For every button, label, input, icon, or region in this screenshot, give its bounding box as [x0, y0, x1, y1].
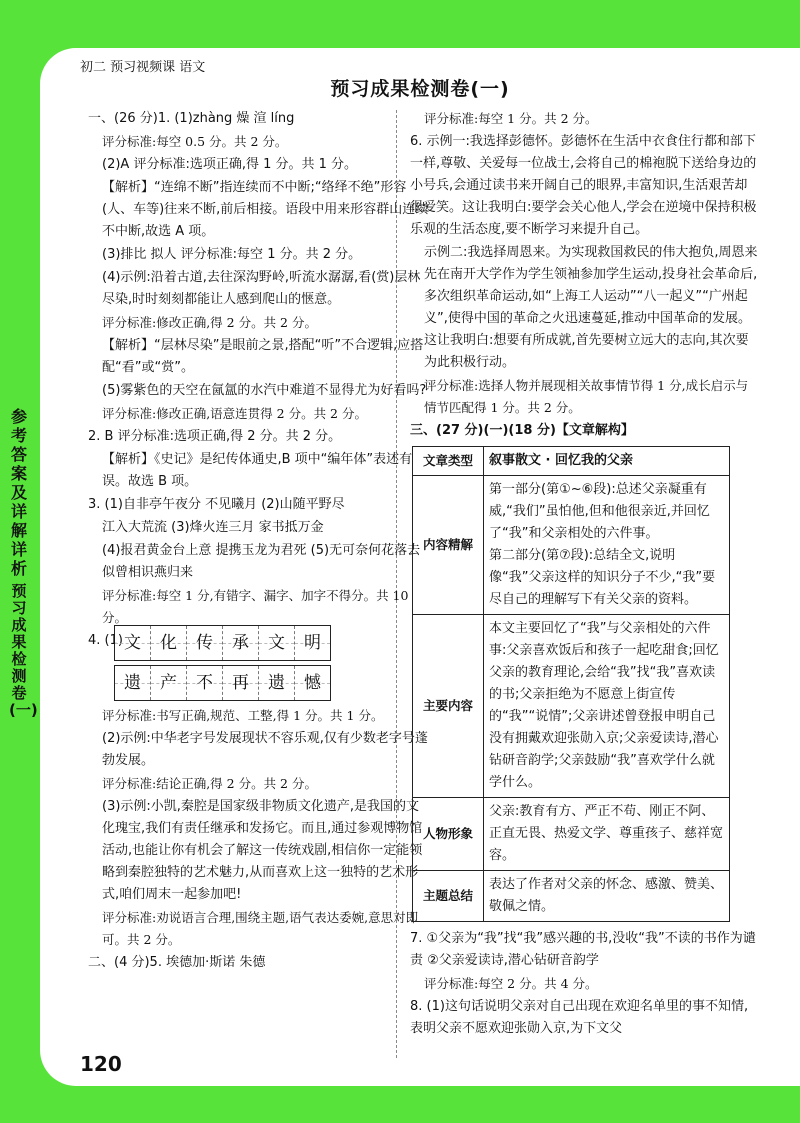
- q1-analysis-1: 【解析】“连绵不断”指连续而不中断;“络绎不绝”形容(人、车等)往来不断,前后相接。语段中用来形容群山连续不中断,故选 A 项。: [102, 180, 429, 239]
- q3-score: 评分标准:每空 1 分,有错字、漏字、加字不得分。共 10 分。: [102, 588, 409, 625]
- q6-example-1: 6. 示例一:我选择彭德怀。彭德怀在生活中衣食住行都和部下一样,尊敬、关爱每一位战士,会将自己的棉袍脱下送给身边的小号兵,会通过读书来开阔自己的眼界,丰富知识,生活艰苦却很爱笑。这让我明白:要学会关心他人,学会在逆境中保持积极乐观的生活态度,要不断学习来提升自己。: [410, 134, 757, 237]
- q4-score-2: 评分标准:结论正确,得 2 分。共 2 分。: [102, 776, 317, 791]
- q1-score-5: 评分标准:修改正确,语意连贯得 2 分。共 2 分。: [102, 406, 367, 421]
- q1-score-1: 评分标准:每空 0.5 分。共 2 分。: [102, 134, 288, 149]
- answer-page: [40, 48, 800, 1086]
- q6-score: 评分标准:选择人物并展现相关故事情节得 1 分,成长启示与情节匹配得 1 分。共 2 分。: [424, 378, 749, 415]
- left-column: [88, 108, 430, 975]
- q6-example-2: 示例二:我选择周恩来。为实现救国救民的伟大抱负,周恩来先在南开大学作为学生领袖参加学生运动,投身社会革命后,多次组织革命运动,如“上海工人运动”“八一起义”“广州起义”,使得中国的革命之火迅速蔓延,推动中国革命的发展。这让我明白:想要有所成就,首先要树立远大的志向,其次要为此积极行动。: [424, 245, 758, 370]
- q1-head: 一、(26 分)1. (1)zhàng 燥 渲 líng: [88, 111, 295, 126]
- q5-answer: 二、(4 分)5. 埃德加·斯诺 朱德: [88, 955, 266, 970]
- section-3-head: 三、(27 分)(一)(18 分)【文章解构】: [410, 423, 634, 438]
- page-title: 预习成果检测卷(一): [330, 78, 510, 100]
- table-row: 文章类型 叙事散文 · 回忆我的父亲: [413, 447, 730, 476]
- q1-part3: (3)排比 拟人 评分标准:每空 1 分。共 2 分。: [102, 247, 362, 262]
- grid-cell: 产: [151, 666, 187, 700]
- top-score: 评分标准:每空 1 分。共 2 分。: [424, 111, 598, 126]
- q4-label: 4. (1): [88, 633, 123, 648]
- side-tab-label-1: 参考答案及详解详析: [10, 407, 27, 578]
- q8-answer: 8. (1)这句话说明父亲对自己出现在欢迎名单里的事不知情,表明父亲不愿欢迎张勋入京,为下文父: [410, 999, 749, 1036]
- q1-part5: (5)雾紫色的天空在氤氲的水汽中难道不显得尤为好看吗?: [102, 383, 427, 398]
- grid-cell: 承: [223, 626, 259, 660]
- grid-cell: 传: [187, 626, 223, 660]
- q1-analysis-4: 【解析】“层林尽染”是眼前之景,搭配“听”不合逻辑,应搭配“看”或“赏”。: [102, 338, 424, 375]
- page-header: 初二 预习视频课 语文: [80, 60, 206, 75]
- grid-cell: 遗: [259, 666, 295, 700]
- grid-cell: 明: [295, 626, 330, 660]
- page-number: 120: [80, 1052, 122, 1076]
- side-tab: [0, 395, 38, 719]
- q1-part4: (4)示例:沿着古道,去往深沟野岭,听流水潺潺,看(赏)层林尽染,时时刻刻都能让人感到爬山的惬意。: [102, 270, 421, 307]
- grid-cell: 憾: [295, 666, 330, 700]
- q7-answer: 7. ①父亲为“我”找“我”感兴趣的书,没收“我”不读的书作为谴责 ②父亲爱读诗,潜心钻研音韵学: [410, 931, 756, 968]
- writing-grid-2: [114, 665, 331, 701]
- right-column: [410, 108, 760, 1041]
- grid-cell: 遗: [115, 666, 151, 700]
- side-tab-label-2: 预习成果检测卷(一): [9, 582, 38, 719]
- table-row: 人物形象 父亲:教育有方、严正不苟、刚正不阿、正直无畏、热爱文学、尊重孩子、慈祥宽容。: [413, 798, 730, 871]
- grid-cell: 文: [115, 626, 151, 660]
- grid-cell: 文: [259, 626, 295, 660]
- q3-line-b: 江入大荒流 (3)烽火连三月 家书抵万金: [102, 520, 324, 535]
- q3-line-a: 3. (1)自非亭午夜分 不见曦月 (2)山随平野尽: [88, 497, 345, 512]
- q4-part3: (3)示例:小凯,秦腔是国家级非物质文化遗产,是我国的文化瑰宝,我们有责任继承和发扬它。而且,通过参观博物馆活动,也能让你有机会了解这一传统戏剧,相信你一定能领略到秦腔独特的艺术魅力,从而喜欢上这一独特的艺术形式,咱们周末一起参加吧!: [102, 799, 423, 902]
- table-row: 内容精解 第一部分(第①~⑥段):总述父亲凝重有威,“我们”虽怕他,但和他很亲近,并回忆了“我”和父亲相处的六件事。 第二部分(第⑦段):总结全文,说明像“我”父亲这样的知识分子不少,“我”要尽自己的理解写下有关父亲的资料。: [413, 476, 730, 615]
- grid-cell: 不: [187, 666, 223, 700]
- q4-score-1: 评分标准:书写正确,规范、工整,得 1 分。共 1 分。: [102, 708, 384, 723]
- table-row: 主题总结 表达了作者对父亲的怀念、感激、赞美、敬佩之情。: [413, 871, 730, 922]
- q1-score-4: 评分标准:修改正确,得 2 分。共 2 分。: [102, 315, 317, 330]
- q2-answer: 2. B 评分标准:选项正确,得 2 分。共 2 分。: [88, 429, 342, 444]
- q4-score-3: 评分标准:劝说语言合理,围绕主题,语气表达委婉,意思对即可。共 2 分。: [102, 910, 419, 947]
- grid-cell: 再: [223, 666, 259, 700]
- q2-analysis: 【解析】《史记》是纪传体通史,B 项中“编年体”表述有误。故选 B 项。: [102, 452, 413, 489]
- q7-score: 评分标准:每空 2 分。共 4 分。: [424, 976, 598, 991]
- article-structure-table: [412, 446, 730, 922]
- q4-part2: (2)示例:中华老字号发展现状不容乐观,仅有少数老字号蓬勃发展。: [102, 731, 428, 768]
- grid-cell: 化: [151, 626, 187, 660]
- q3-line-c: (4)报君黄金台上意 提携玉龙为君死 (5)无可奈何花落去 似曾相识燕归来: [102, 543, 421, 580]
- table-row: 主要内容 本文主要回忆了“我”与父亲相处的六件事:父亲喜欢饭后和孩子一起吃甜食;回忆父亲的教育理论,会给“我”找“我”喜欢读的书;父亲拒绝为不愿意上街宣传的“我”“说情”;父亲讲述曾登报申明自己没有拥戴欢迎张勋入京;父亲爱读诗,潜心钻研音韵学;父亲鼓励“我”喜欢学什么就学什么。: [413, 615, 730, 798]
- q1-part2: (2)A 评分标准:选项正确,得 1 分。共 1 分。: [102, 157, 358, 172]
- writing-grid-1: [114, 625, 331, 661]
